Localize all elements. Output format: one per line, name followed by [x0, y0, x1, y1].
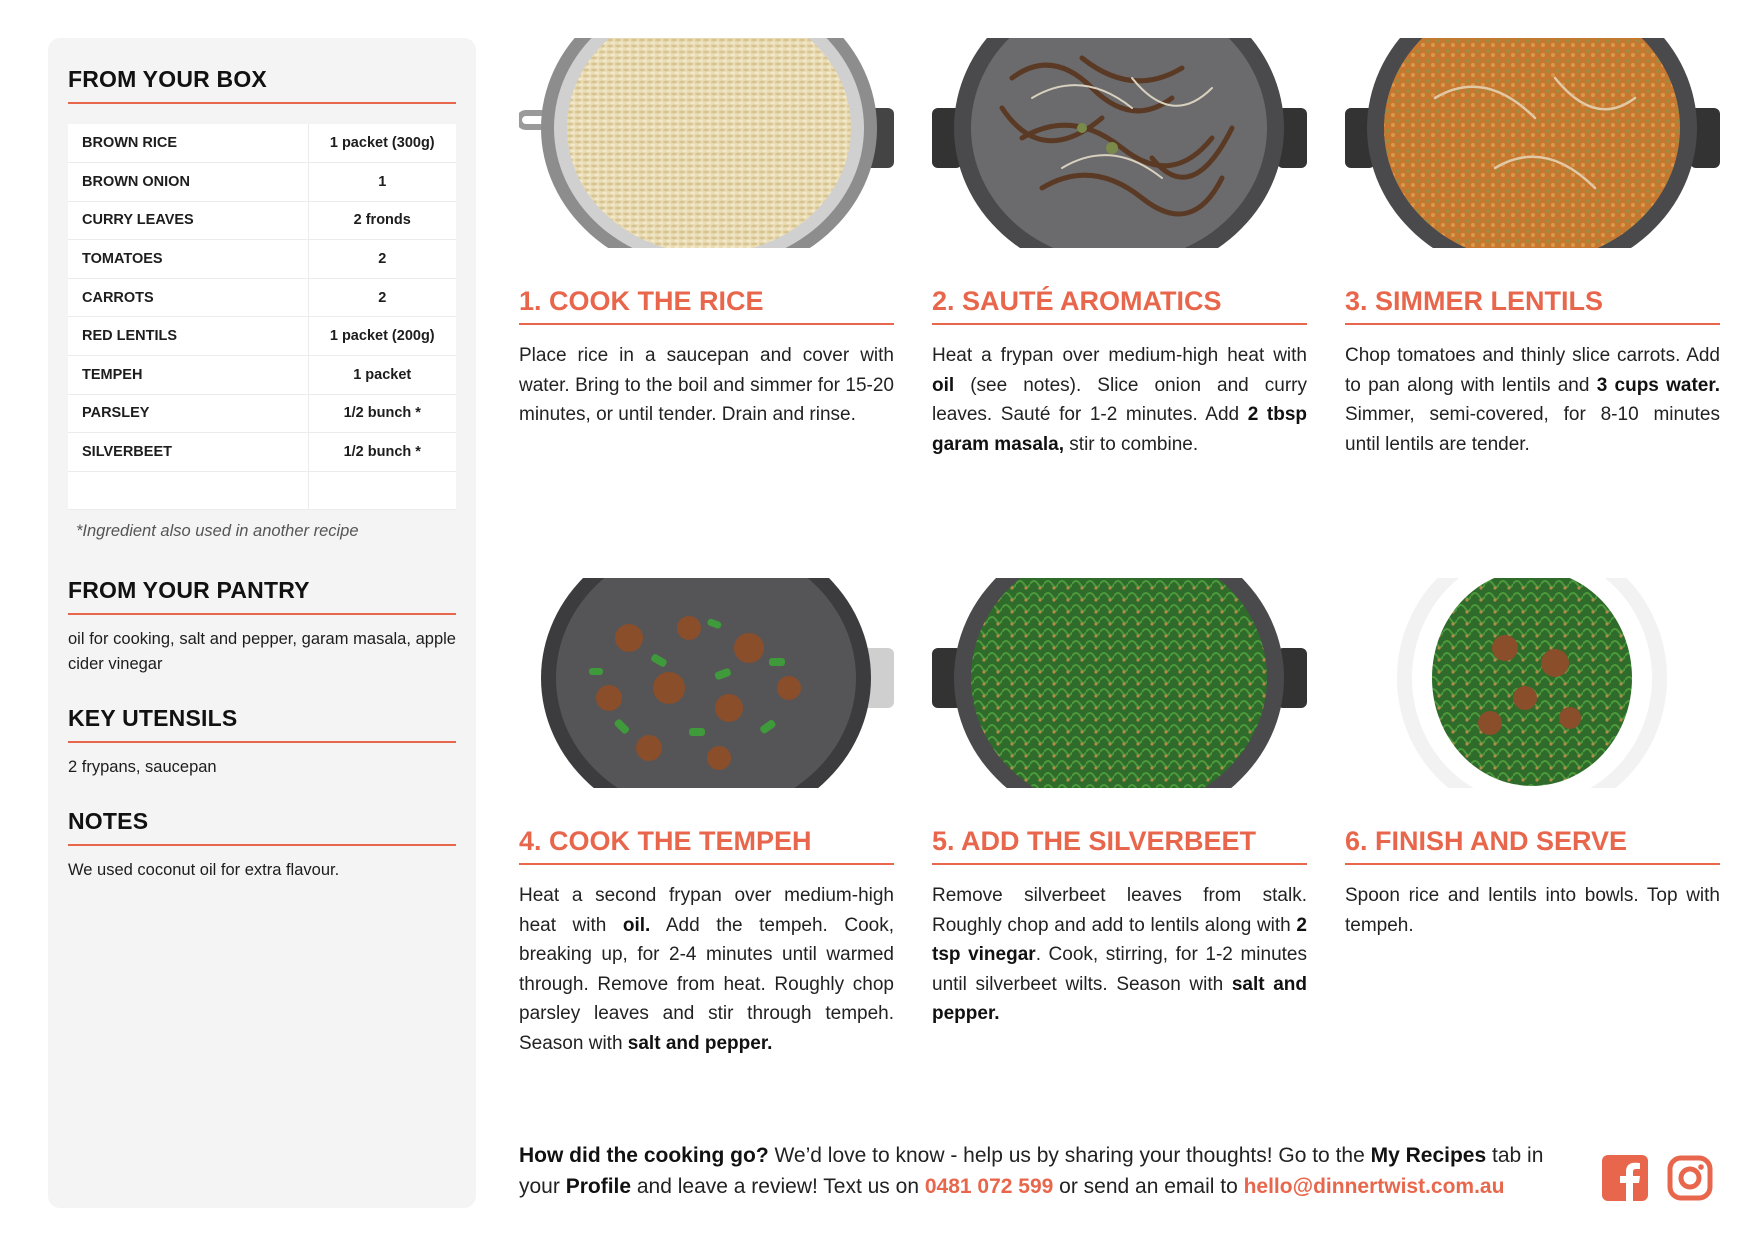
step-5-body [932, 881, 1307, 1029]
ingredient-row [68, 394, 456, 433]
pantry-text: oil for cooking, salt and pepper, garam masala, apple cider vinegar [68, 629, 456, 673]
step-text-bold: 3 cups water. [1596, 374, 1720, 396]
ingredient-quantity: 1 packet (300g) [308, 124, 456, 163]
ingredient-name: TEMPEH [68, 356, 308, 395]
feedback-text [519, 1140, 1584, 1202]
ingredient-quantity: 2 [308, 278, 456, 317]
step-text: Chop tomatoes and thinly slice carrots. Add to pan along with lentils and [1345, 345, 1720, 396]
instagram-icon[interactable] [1667, 1155, 1713, 1201]
sidebar [48, 38, 476, 1208]
ingredient-footnote: *Ingredient also used in another recipe [76, 521, 359, 540]
ingredient-quantity: 2 [308, 240, 456, 279]
ingredient-row [68, 124, 456, 163]
ingredient-name: CARROTS [68, 278, 308, 317]
step-text: Remove silverbeet leaves from stalk. Roughly chop and add to lentils along with [932, 885, 1307, 936]
step-text-bold: oil [932, 374, 955, 396]
profile-link[interactable]: Profile [565, 1175, 632, 1198]
feedback-text-1: We’d love to know - help us by sharing your thoughts! Go to the [768, 1144, 1371, 1167]
utensils-section [68, 705, 456, 780]
step-text-bold: salt and pepper. [932, 973, 1307, 1024]
ingredient-row [68, 356, 456, 395]
step-text-bold: 2 tsp vinegar [932, 914, 1307, 965]
step-5 [932, 578, 1307, 1029]
step-text: Spoon rice and lentils into bowls. Top with tempeh. [1345, 885, 1720, 936]
step-6-title: 6. FINISH AND SERVE [1345, 826, 1720, 865]
step-2-image [932, 38, 1307, 248]
step-6 [1345, 578, 1720, 940]
ingredients-table [68, 124, 456, 510]
step-4-body [519, 881, 894, 1058]
notes-heading: NOTES [68, 808, 456, 846]
ingredient-name: PARSLEY [68, 394, 308, 433]
pantry-heading: FROM YOUR PANTRY [68, 577, 456, 615]
step-2-title: 2. SAUTÉ AROMATICS [932, 286, 1307, 325]
pantry-section [68, 577, 456, 677]
step-text: Place rice in a saucepan and cover with water. Bring to the boil and simmer for 15-20 minutes, or until tender. Drain and rinse. [519, 345, 894, 425]
notes-text: We used coconut oil for extra flavour. [68, 860, 340, 879]
notes-section [68, 808, 456, 883]
step-text: Heat a second frypan over medium-high heat with [519, 885, 894, 936]
step-text: stir to combine. [1064, 433, 1199, 455]
step-1-body [519, 341, 894, 430]
ingredient-quantity: 2 fronds [308, 201, 456, 240]
step-5-image [932, 578, 1307, 788]
feedback-text-4: or send an email to [1053, 1175, 1244, 1198]
ingredient-row [68, 317, 456, 356]
ingredient-name: BROWN RICE [68, 124, 308, 163]
ingredient-quantity: 1 packet (200g) [308, 317, 456, 356]
ingredient-quantity: 1 [308, 163, 456, 202]
ingredient-name: SILVERBEET [68, 433, 308, 472]
step-3-image [1345, 38, 1720, 248]
utensils-heading: KEY UTENSILS [68, 705, 456, 743]
utensils-text: 2 frypans, saucepan [68, 757, 217, 776]
step-3-title: 3. SIMMER LENTILS [1345, 286, 1720, 325]
step-1 [519, 38, 894, 430]
step-text-bold: salt and pepper. [627, 1032, 773, 1054]
step-text: Add the tempeh. Cook, breaking up, for 2-4 minutes until warmed through. Remove from heat. Roughly chop parsley leaves and stir through tempeh. Season with [519, 914, 894, 1054]
email-link[interactable]: hello@dinnertwist.com.au [1243, 1175, 1505, 1198]
ingredient-quantity: 1/2 bunch * [308, 433, 456, 472]
step-6-image [1345, 578, 1720, 788]
step-5-title: 5. ADD THE SILVERBEET [932, 826, 1307, 865]
step-text-bold: oil. [622, 914, 651, 936]
ingredient-row [68, 240, 456, 279]
step-text: Simmer, semi-covered, for 8-10 minutes until lentils are tender. [1345, 404, 1720, 455]
ingredient-name: RED LENTILS [68, 317, 308, 356]
step-3 [1345, 38, 1720, 459]
step-2-body [932, 341, 1307, 459]
my-recipes-link[interactable]: My Recipes [1370, 1144, 1487, 1167]
ingredient-name: TOMATOES [68, 240, 308, 279]
step-2 [932, 38, 1307, 459]
feedback-text-3: and leave a review! Text us on [631, 1175, 925, 1198]
ingredient-quantity: 1/2 bunch * [308, 394, 456, 433]
ingredient-name: BROWN ONION [68, 163, 308, 202]
step-4-image [519, 578, 894, 788]
step-4 [519, 578, 894, 1058]
step-text-bold: 2 tbsp garam masala, [932, 404, 1308, 455]
step-1-title: 1. COOK THE RICE [519, 286, 894, 325]
feedback-question: How did the cooking go? [519, 1144, 769, 1167]
feedback-text-2: tab in your [519, 1144, 1544, 1198]
ingredient-row [68, 433, 456, 472]
step-text: . Cook, stirring, for 1-2 minutes until silverbeet wilts. Season with [932, 944, 1307, 995]
ingredient-row-empty [68, 471, 456, 509]
ingredient-quantity: 1 packet [308, 356, 456, 395]
ingredient-row [68, 278, 456, 317]
step-6-body [1345, 881, 1720, 940]
step-text: Heat a frypan over medium-high heat with [932, 345, 1307, 366]
step-text: (see notes). Slice onion and curry leaves. Sauté for 1-2 minutes. Add [932, 374, 1307, 425]
step-3-body [1345, 341, 1720, 459]
ingredient-row [68, 163, 456, 202]
from-your-box-heading: FROM YOUR BOX [68, 66, 456, 104]
phone-link[interactable]: 0481 072 599 [924, 1175, 1054, 1198]
step-1-image [519, 38, 894, 248]
ingredient-name: CURRY LEAVES [68, 201, 308, 240]
step-4-title: 4. COOK THE TEMPEH [519, 826, 894, 865]
ingredient-row [68, 201, 456, 240]
facebook-icon[interactable] [1602, 1155, 1648, 1201]
